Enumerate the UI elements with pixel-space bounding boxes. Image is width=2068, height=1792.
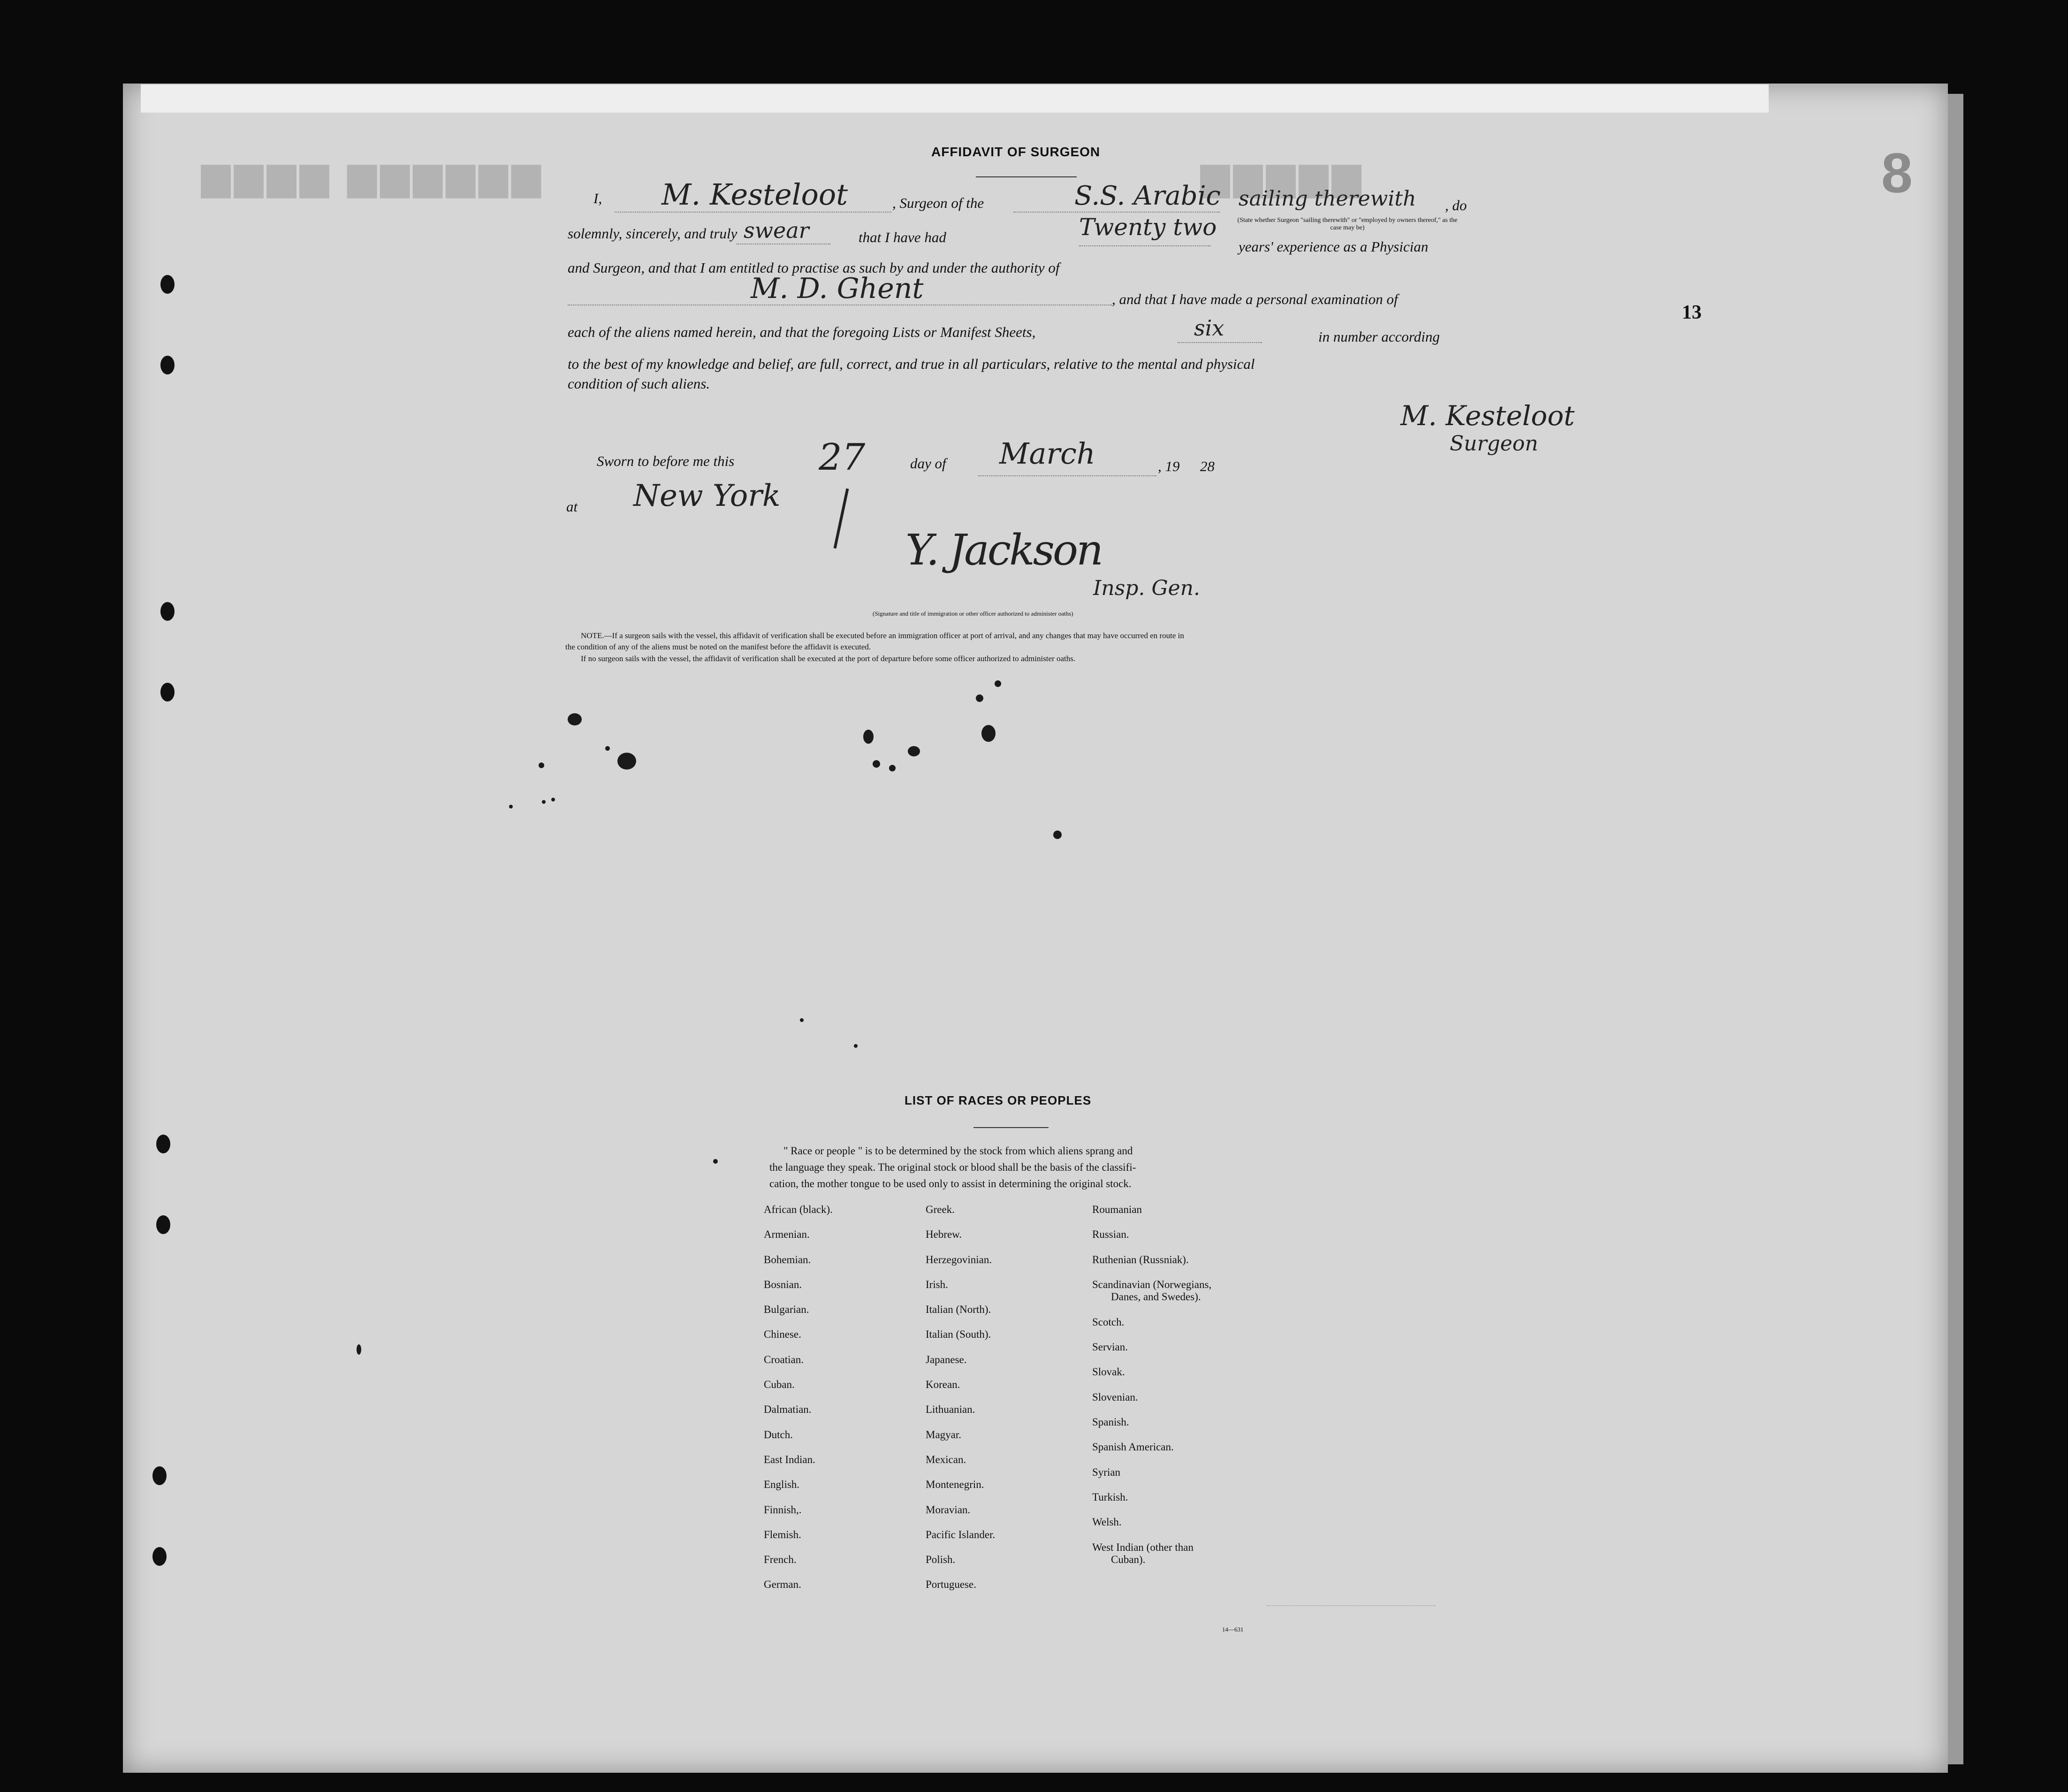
race-item: Chinese. (764, 1328, 801, 1341)
race-item: Korean. (926, 1379, 960, 1391)
affidavit-surgeon-of: , Surgeon of the (892, 195, 984, 211)
race-item: Moravian. (926, 1503, 971, 1516)
years-handwritten: Twenty two (1079, 214, 1217, 241)
race-item: Spanish American. (1092, 1441, 1174, 1453)
affidavit-do: , do (1445, 197, 1467, 214)
races-column (1092, 1204, 1256, 1568)
race-item: Syrian (1092, 1466, 1121, 1478)
race-item: Bulgarian. (764, 1304, 809, 1316)
at-label: at (566, 498, 578, 515)
affidavit-i: I, (593, 190, 602, 206)
race-item: Cuban. (764, 1379, 795, 1391)
race-item: Montenegrin. (926, 1479, 984, 1491)
race-item: Hebrew. (926, 1228, 962, 1241)
bleed-through: ▆▆▆▆▆ (1201, 155, 1365, 197)
race-item: Slovenian. (1092, 1391, 1138, 1403)
race-item: Cuban). (1111, 1553, 1146, 1565)
race-item: French. (764, 1554, 797, 1566)
top-edge-band (141, 84, 1769, 113)
authority-handwritten: M. D. Ghent (751, 272, 924, 305)
races-title: LIST OF RACES OR PEOPLES (905, 1093, 1092, 1107)
note-line3: If no surgeon sails with the vessel, the affidavit of verification shall be executed at the port of departure before some officer authorized to administer oaths. (581, 654, 1076, 663)
race-item: Ruthenian (Russniak). (1092, 1253, 1189, 1266)
bleed-through: 8 (1881, 142, 1913, 205)
race-item: Italian (North). (926, 1304, 991, 1316)
form-number: 14—631 (1222, 1626, 1244, 1633)
race-item: Turkish. (1092, 1491, 1128, 1503)
race-item: Magyar. (926, 1428, 962, 1441)
race-item: Servian. (1092, 1341, 1128, 1353)
race-item: Polish. (926, 1554, 956, 1566)
race-item: Armenian. (764, 1228, 810, 1241)
affidavit-line4-end: , and that I have made a personal examination of (1112, 291, 1398, 307)
race-item: African (black). (764, 1204, 833, 1215)
races-intro-line3: cation, the mother tongue to be used only to assist in determining the original stock. (769, 1178, 1132, 1190)
race-item: Pacific Islander. (926, 1528, 996, 1540)
binder-hole (160, 356, 175, 374)
race-item: West Indian (other than (1092, 1541, 1194, 1553)
races-intro-line2: the language they speak. The original stock or blood shall be the basis of the classifi- (769, 1161, 1136, 1173)
surgeon-signature: M. Kesteloot (1400, 400, 1575, 432)
fill-line (737, 243, 830, 244)
title-underline (976, 176, 1077, 177)
race-item: Croatian. (764, 1353, 804, 1365)
day-handwritten: 27 (819, 436, 866, 479)
officer-caption: (Signature and title of immigration or other officer authorized to administer oaths) (873, 610, 1073, 617)
note-line1: NOTE.—If a surgeon sails with the vessel, this affidavit of verification shall be executed before an immigration officer at port of arrival, and any changes that may have occurred en route in (581, 631, 1184, 640)
sailing-handwritten: sailing therewith (1239, 187, 1416, 211)
binder-hole (160, 683, 175, 702)
races-column (764, 1204, 919, 1604)
sheets-count-handwritten: six (1194, 315, 1224, 341)
affidavit-line2-end: years' experience as a Physician (1239, 238, 1429, 255)
affidavit-line7: condition of such aliens. (568, 375, 710, 392)
race-item: Spanish. (1092, 1416, 1129, 1428)
race-item: Roumanian (1092, 1204, 1142, 1215)
page-number: 13 (1682, 302, 1702, 323)
affidavit-title: AFFIDAVIT OF SURGEON (931, 145, 1101, 159)
race-item: Danes, and Swedes). (1111, 1290, 1201, 1303)
race-item: Scandinavian (Norwegians, (1092, 1278, 1212, 1290)
race-item: Greek. (926, 1204, 955, 1215)
fill-line (1013, 211, 1220, 213)
races-column (926, 1204, 1085, 1604)
year-handwritten: 28 (1200, 458, 1215, 474)
affidavit-line2-mid: that I have had (859, 229, 946, 245)
affidavit-line5-end: in number according (1318, 328, 1440, 345)
fill-line (1178, 342, 1262, 343)
year-label: , 19 (1158, 458, 1180, 474)
binder-hole (156, 1215, 170, 1234)
fill-line (1267, 1605, 1436, 1606)
binder-hole (152, 1466, 167, 1485)
races-intro-line1: " Race or people " is to be determined by the stock from which aliens sprang and (783, 1145, 1133, 1157)
binder-hole (160, 275, 175, 294)
races-list (764, 1204, 1256, 1607)
binder-hole (156, 1135, 170, 1153)
race-item: Bosnian. (764, 1278, 802, 1290)
officer-signature: Y. Jackson (905, 526, 1102, 575)
day-of-label: day of (910, 455, 946, 472)
ship-name-handwritten: S.S. Arabic (1074, 181, 1221, 211)
sworn-label: Sworn to before me this (597, 453, 735, 469)
sailing-note: (State whether Surgeon "sailing therewith" or "employed by owners thereof," as the case may be) (1237, 217, 1458, 231)
affidavit-line2-start: solemnly, sincerely, and truly (568, 225, 737, 242)
race-item: Dutch. (764, 1428, 793, 1441)
place-handwritten: New York (633, 479, 781, 513)
race-item: East Indian. (764, 1453, 815, 1465)
bleed-through: ▆▆▆▆ ▆▆▆▆▆▆ (202, 155, 545, 197)
race-item: German. (764, 1578, 801, 1591)
fill-line (978, 475, 1156, 476)
race-item: Welsh. (1092, 1516, 1122, 1528)
officer-title-handwritten: Insp. Gen. (1093, 576, 1200, 600)
race-item: Flemish. (764, 1528, 801, 1540)
race-item: Russian. (1092, 1228, 1129, 1241)
race-item: Mexican. (926, 1453, 966, 1465)
surgeon-title-handwritten: Surgeon (1450, 432, 1538, 456)
month-handwritten: March (999, 436, 1095, 471)
race-item: Portuguese. (926, 1578, 976, 1591)
surgeon-name-handwritten: M. Kesteloot (661, 177, 848, 212)
affidavit-line3: and Surgeon, and that I am entitled to practise as such by and under the authority of (568, 259, 1060, 276)
binder-hole (160, 602, 175, 621)
race-item: Dalmatian. (764, 1403, 812, 1416)
race-item: Scotch. (1092, 1316, 1125, 1328)
race-item: Slovak. (1092, 1366, 1125, 1378)
races-title-underline (973, 1127, 1049, 1128)
race-item: Finnish,. (764, 1503, 802, 1516)
race-item: Bohemian. (764, 1253, 811, 1266)
race-item: Lithuanian. (926, 1403, 975, 1416)
race-item: English. (764, 1479, 800, 1491)
race-item: Japanese. (926, 1353, 967, 1365)
race-item: Herzegovinian. (926, 1253, 992, 1266)
affidavit-line6: to the best of my knowledge and belief, are full, correct, and true in all particulars, relative to the mental and physical (568, 356, 1255, 372)
race-item: Italian (South). (926, 1328, 991, 1341)
binder-hole (152, 1547, 167, 1566)
note-line2: the condition of any of the aliens must be noted on the manifest before the affidavit is executed. (565, 642, 871, 651)
fill-line (1079, 245, 1210, 246)
race-item: Irish. (926, 1278, 948, 1290)
affidavit-line5-start: each of the aliens named herein, and that the foregoing Lists or Manifest Sheets, (568, 324, 1036, 340)
oath-handwritten: swear (744, 218, 809, 243)
